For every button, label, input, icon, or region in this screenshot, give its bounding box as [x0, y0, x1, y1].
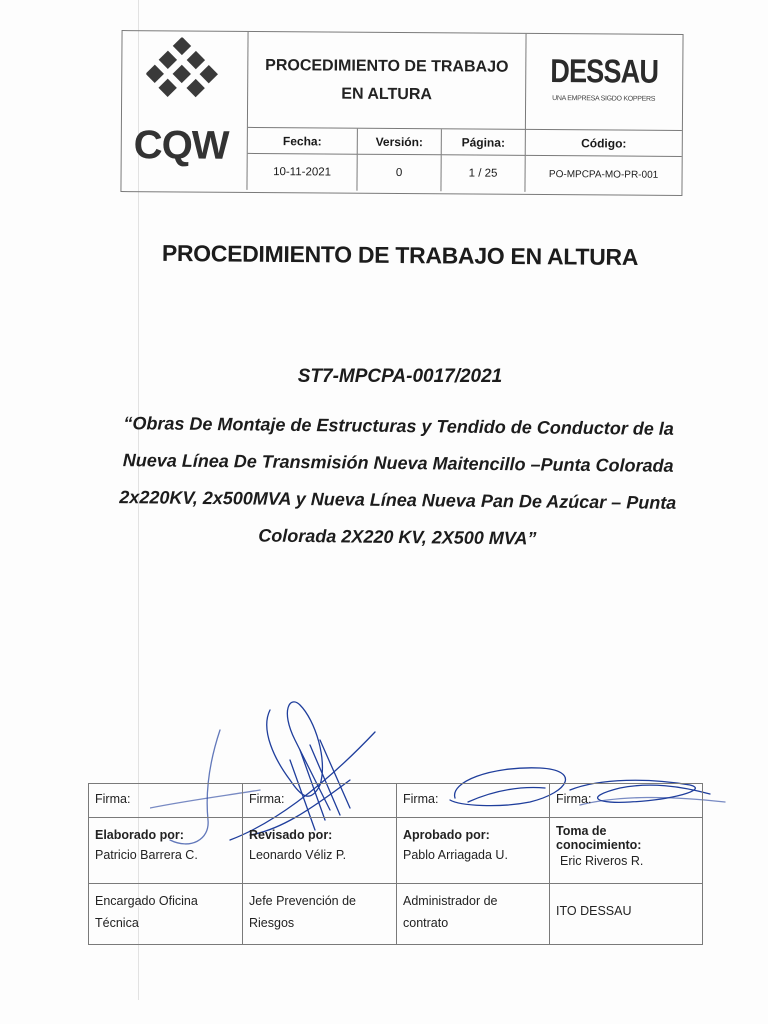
document-code: ST7-MPCPA-0017/2021	[297, 366, 503, 387]
fecha-label: Fecha:	[248, 128, 358, 155]
role-label: Toma de	[556, 824, 607, 838]
elaborado-cell	[89, 818, 243, 884]
position-line: contrato	[403, 916, 449, 930]
signer-name: Leonardo Véliz P.	[249, 848, 347, 862]
page-title: PROCEDIMIENTO DE TRABAJO EN ALTURA	[161, 239, 639, 271]
description-line: Colorada 2X220 KV, 2X500 MVA”	[258, 525, 537, 549]
signer-name: Patricio Barrera C.	[95, 848, 198, 862]
description-line: “Obras De Montaje de Estructuras y Tendido de Conductor de la	[123, 413, 674, 439]
signer-name: Eric Riveros R.	[560, 854, 644, 868]
dessau-tagline: UNA EMPRESA SIGDO KOPPERS	[552, 95, 656, 103]
position-cell	[397, 884, 550, 944]
role-label: Revisado por:	[249, 828, 333, 842]
toma-conocimiento-cell	[550, 818, 702, 884]
description-line: Nueva Línea De Transmisión Nueva Maitencillo –Punta Colorada	[122, 450, 674, 476]
codigo-value: PO-MPCPA-MO-PR-001	[548, 168, 659, 181]
revisado-cell	[243, 818, 397, 884]
position-line: ITO DESSAU	[556, 904, 632, 918]
pagina-label: Página:	[442, 129, 526, 156]
cqw-logo-text: CQW	[133, 123, 229, 168]
company-logo	[121, 31, 248, 190]
role-label: conocimiento:	[556, 838, 642, 852]
position-cell	[243, 884, 397, 944]
header-title-line2: EN ALTURA	[341, 85, 433, 103]
position-line: Encargado Oficina	[95, 894, 198, 908]
codigo-label: Código:	[526, 130, 682, 157]
aprobado-cell	[397, 818, 550, 884]
position-cell	[550, 884, 702, 944]
project-description	[77, 405, 719, 560]
position-line: Técnica	[95, 916, 139, 930]
position-line: Administrador de	[403, 894, 498, 908]
version-label: Versión:	[358, 129, 442, 156]
description-line: 2x220KV, 2x500MVA y Nueva Línea Nueva Pan De Azúcar – Punta	[119, 487, 677, 513]
document-header-table	[120, 30, 683, 196]
dessau-logo-text: DESSAU	[550, 52, 659, 90]
version-value: 0	[357, 155, 441, 192]
fecha-value: 10-11-2021	[247, 154, 357, 191]
signer-name: Pablo Arriagada U.	[403, 848, 508, 862]
firma-label: Firma:	[397, 784, 550, 818]
header-title	[248, 32, 527, 130]
role-label: Elaborado por:	[95, 828, 184, 842]
signatures-table	[88, 783, 703, 945]
position-line: Jefe Prevención de	[249, 894, 357, 908]
pagina-value: 1 / 25	[441, 155, 525, 192]
header-title-line1: PROCEDIMIENTO DE TRABAJO	[265, 56, 509, 76]
role-label: Aprobado por:	[403, 828, 490, 842]
firma-label: Firma:	[243, 784, 397, 818]
position-cell	[89, 884, 243, 944]
cqw-diamond-logo-icon	[146, 37, 225, 118]
position-line: Riesgos	[249, 916, 295, 930]
firma-label: Firma:	[89, 784, 243, 818]
dessau-logo	[526, 34, 683, 131]
firma-label: Firma:	[550, 784, 702, 818]
